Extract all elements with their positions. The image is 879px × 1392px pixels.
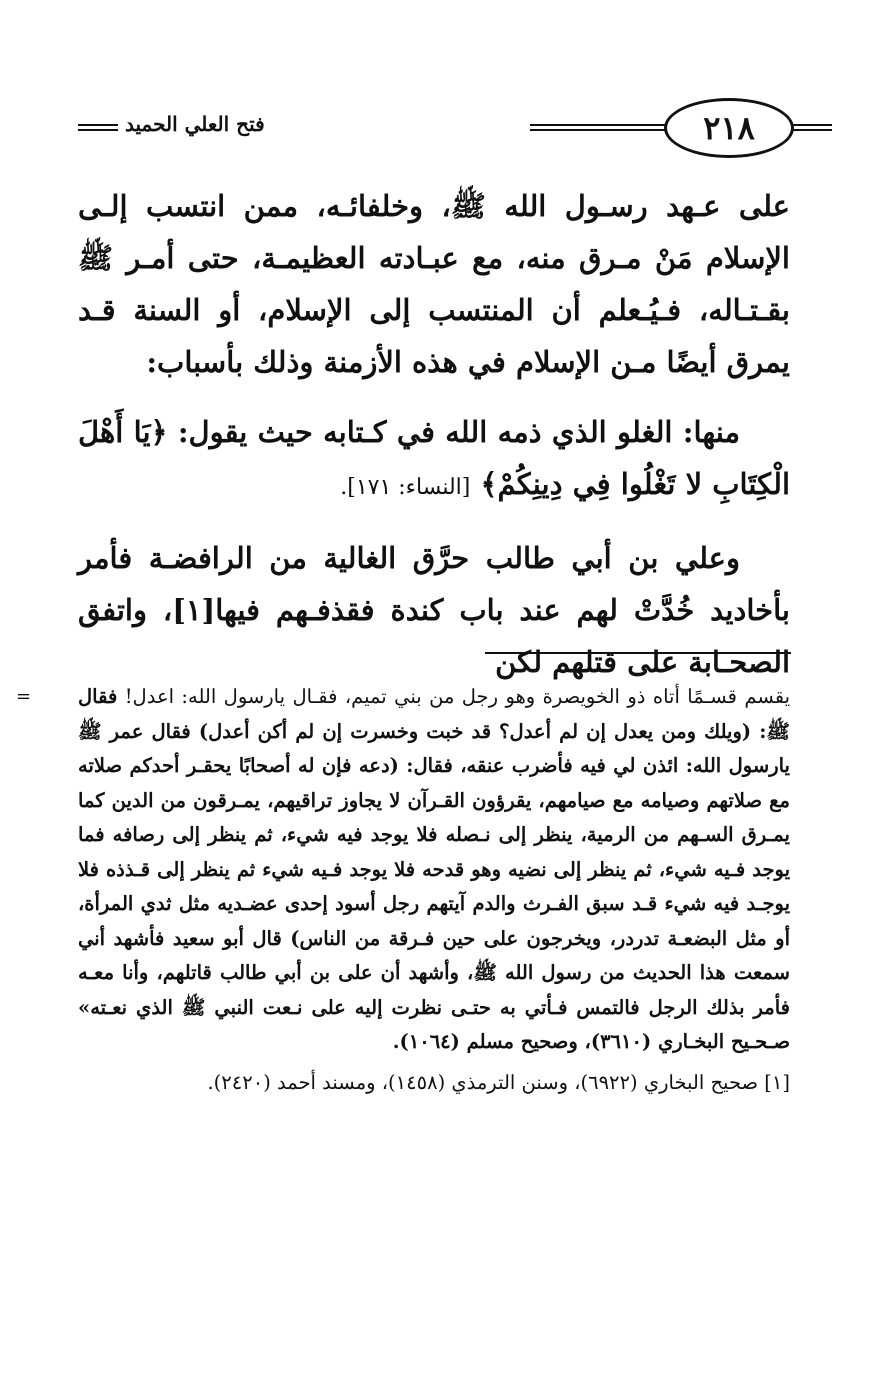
footnote-continuation-mark: = (16, 686, 32, 707)
footnote-intro: يقسم قسـمًا أتاه ذو الخويصرة وهو رجل من بني تميم، فقـال يارسول الله: اعدل! (124, 685, 791, 708)
paragraph: وعلي بن أبي طالب حرَّق الغالية من الرافضـة فأمر بأخاديد خُدَّتْ لهم عند باب كندة فقذفـهم فيها[١]، واتفق الصحـابة على قتلهم لكن (78, 541, 791, 679)
footnote-body: فقال ﷺ: (ويلك ومن يعدل إن لم أعدل؟ قد خبت وخسرت إن لم أكن أعدل) فقال عمر ﷺ يارسول الله: ائذن لي فيه فأضرب عنقه، فقال: (دعه فإن له أصحابًا يحقـر أحدكم صلاته مع صلاتهم وصيامه مع صيامهم، يقرؤون القـرآن لا يجاوز تراقيهم، يمـرقون من الدين كما يمـرق السـهم من الرمية، ينظر إلى نـصله فلا يوجد فيه شيء، ثم ينظر إلى رصافه فما يوجد فـيه شيء، ثم ينظر إلى نضيه وهو قدحه فلا يوجد فـيه شيء ثم ينظر إلى قـذذه فلا يوجـد فيه شيء قـد سبق الفـرث والدم آيتهم رجل أسود إحدى عضـديه مثل ثدي المرأة، أو مثل البضعـة تدردر، ويخرجون على حين فـرقة من الناس) قال أبو سعيد فأشهد أني سمعت هذا الحديث من رسول الله ﷺ، وأشهد أن على بن أبي طالب قاتلهم، وأنا معـه فأمر بذلك الرجل فالتمس فـأتي به حتـى نظرت إليه على نـعت النبي ﷺ الذي نعـته» صـحـيح البخـاري (٣٦١٠)، وصحيح مسلم (١٠٦٤). (78, 685, 790, 1053)
footnote-separator (485, 652, 791, 654)
paragraph: على عـهد رسـول الله ﷺ، وخلفائـه، ممن انتسب إلـى الإسلام مَنْ مـرق منه، مع عبـادته العظيمـة، حتى أمـر ﷺ بقـتـاله، فـيُـعلم أن المنتسب إلى الإسلام، أو السنة قـد يمرق أيضًا مـن الإسلام في هذه الأزمنة وذلك بأسباب: (78, 189, 790, 379)
footnote-1: [١] صحيح البخاري (٦٩٢٢)، وسنن الترمذي (١٤٥٨)، ومسند أحمد (٢٤٢٠). (207, 1070, 790, 1094)
verse-text: منها: الغلو الذي ذمه الله في كـتابه حيث يقول: ﴿يَا أَهْلَ الْكِتَابِ لا تَغْلُوا فِي دِينِكُمْ﴾ (78, 415, 790, 501)
page-number: ٢١٨ (664, 98, 794, 158)
footnotes (78, 680, 790, 1100)
main-text (78, 180, 790, 706)
header-title-rule (78, 124, 118, 131)
verse-reference: [النساء: ١٧١]. (340, 475, 471, 500)
header-rule-short (790, 124, 832, 131)
footnote-continued (78, 680, 790, 1060)
header-rule (530, 124, 670, 131)
paragraph-quran-verse (78, 406, 790, 514)
book-title: فتح العلي الحميد (125, 112, 265, 136)
